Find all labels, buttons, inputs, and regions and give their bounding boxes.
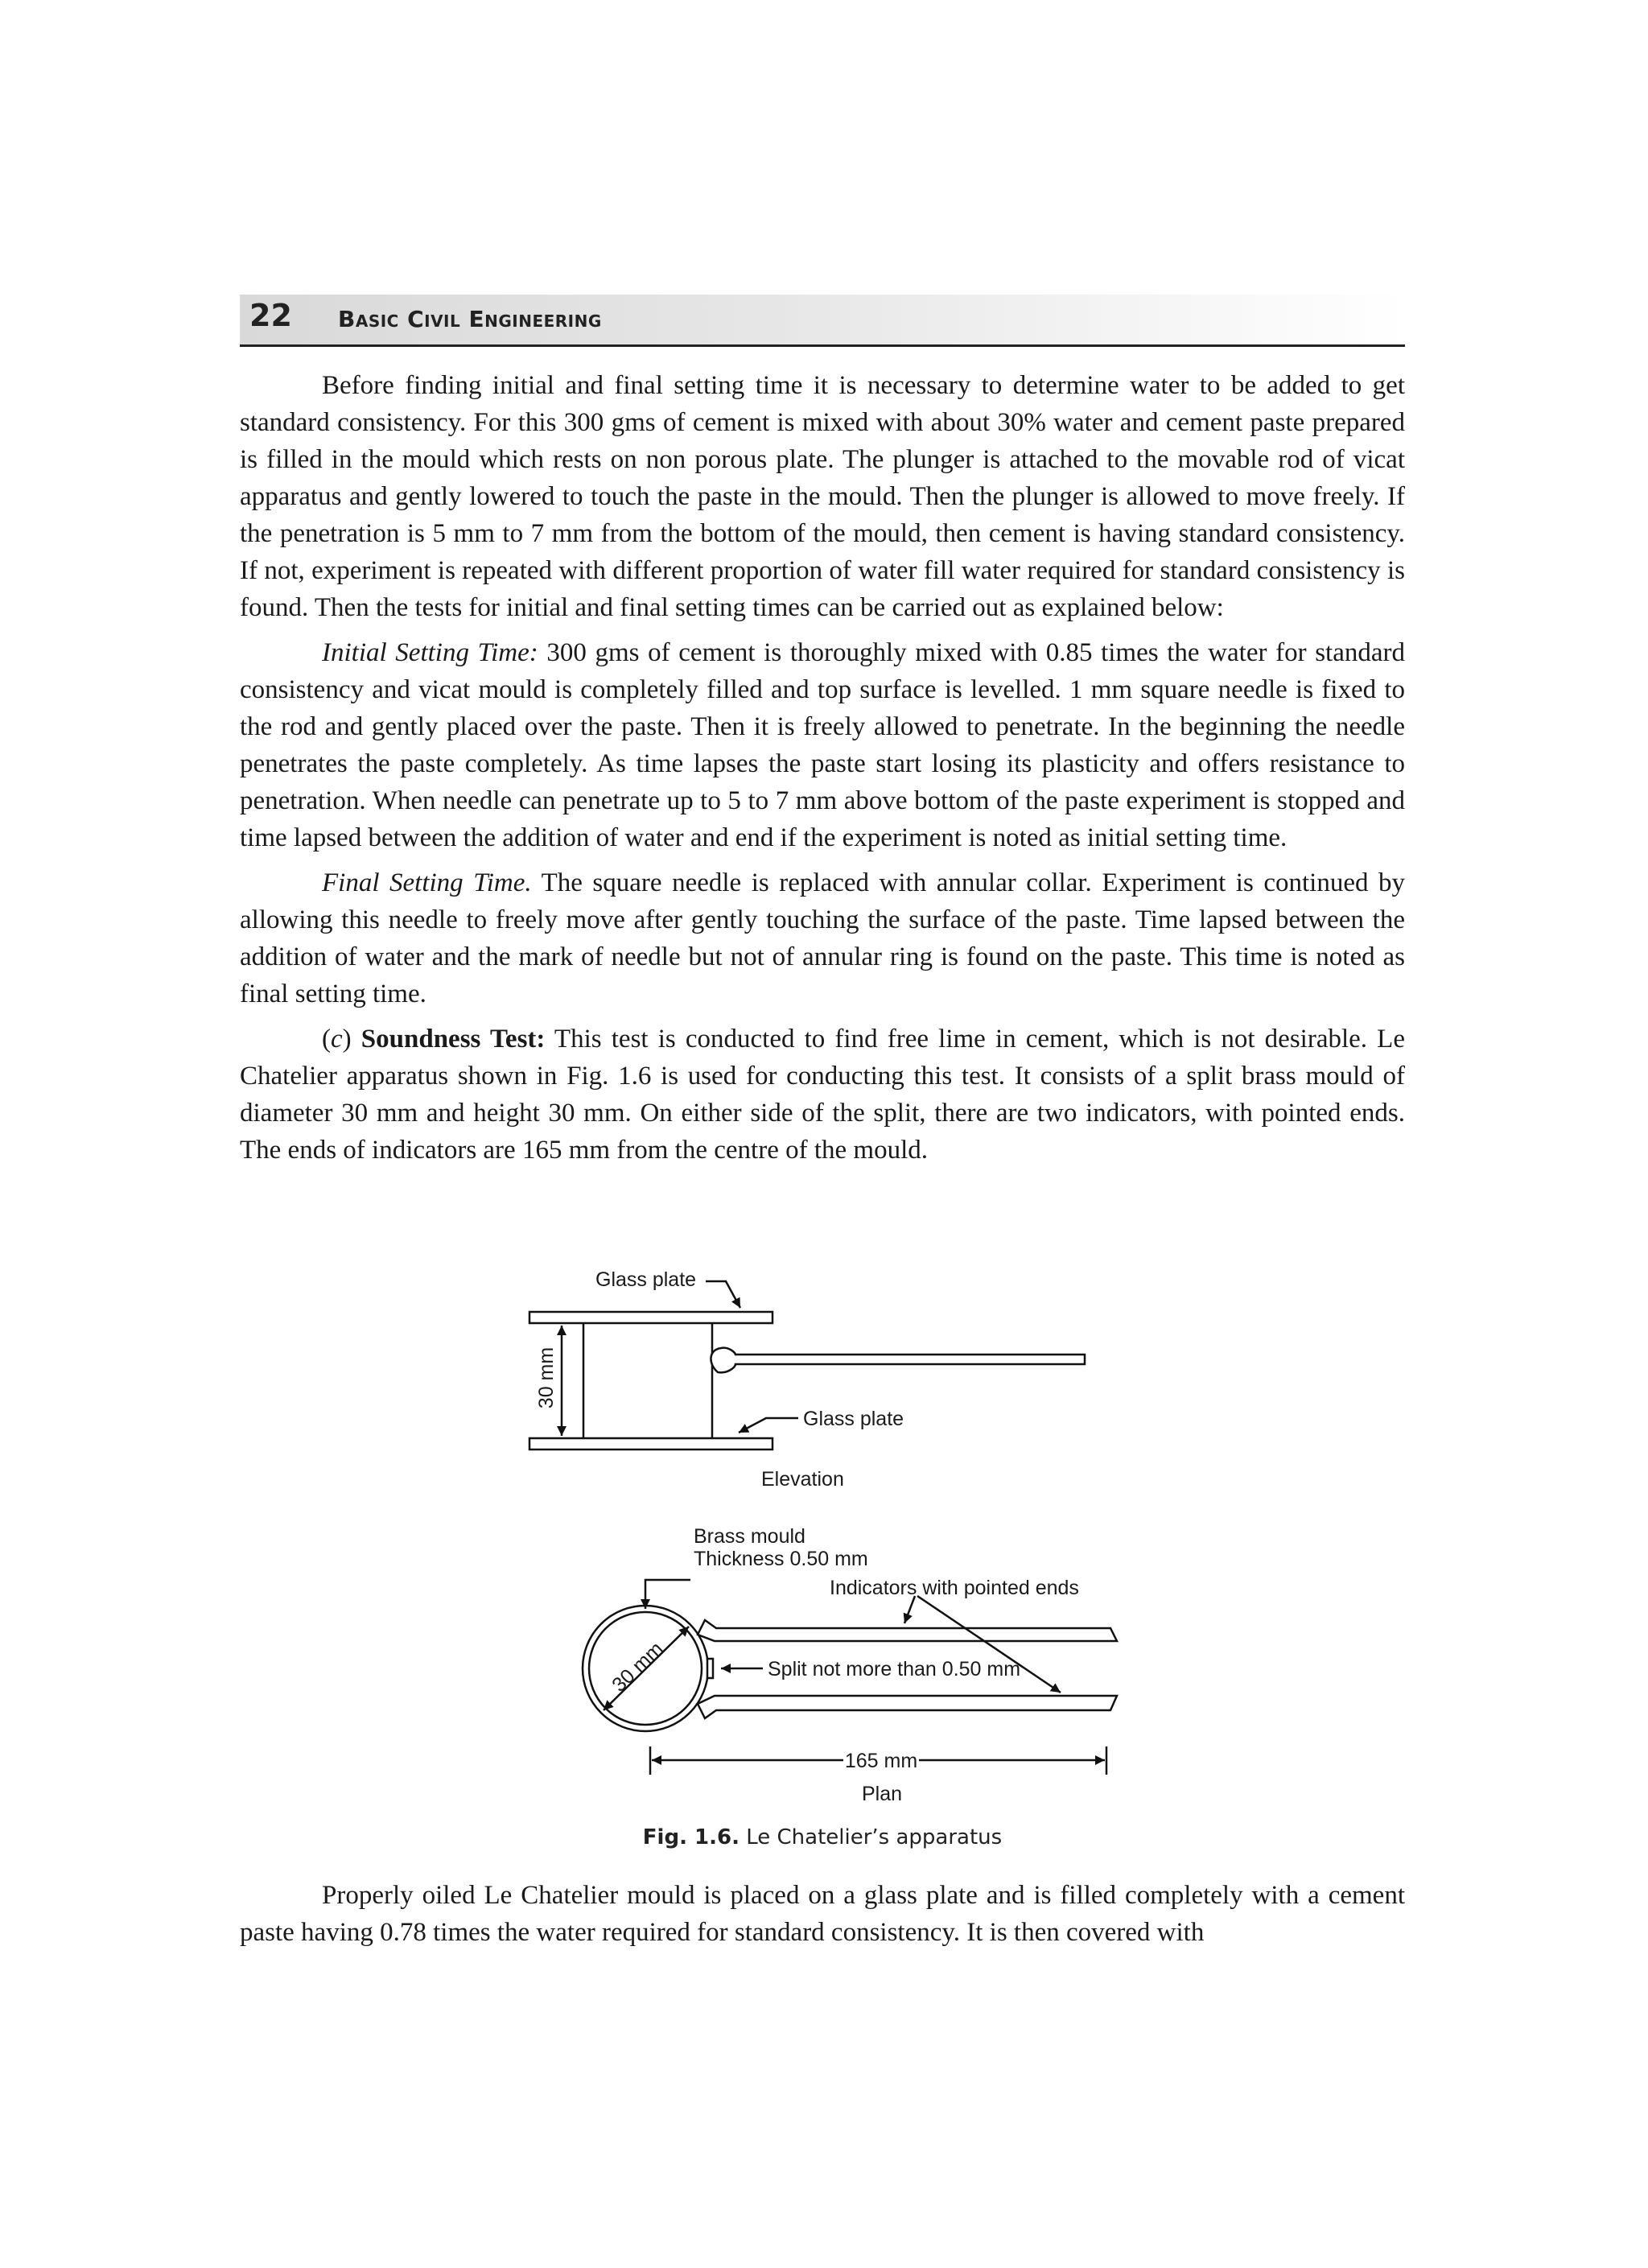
- paragraph-final-setting-time: [240, 864, 1405, 1012]
- height-dimension-label: 30 mm: [535, 1346, 558, 1409]
- soundness-test-body: This test is conducted to find free lime in cement, which is not desirable. Le Chatelier apparatus shown in Fig. 1.6 is used for conducting this test. It consists of a split brass mould of diameter 30 mm and height 30 mm. On either side of the split, there are two indicators, with pointed ends. The ends of indicators are 165 mm from the centre of the mould.: [240, 1025, 1405, 1165]
- brass-mould-leader: [645, 1580, 690, 1609]
- thickness-label: Thickness 0.50 mm: [694, 1548, 868, 1570]
- glass-plate-top-label: Glass plate: [595, 1268, 697, 1291]
- elevation-indicator: [711, 1348, 1085, 1373]
- figure-caption-number: Fig. 1.6.: [642, 1825, 740, 1849]
- list-marker-letter: c: [331, 1025, 343, 1054]
- le-chatelier-diagram: [515, 1260, 1127, 1815]
- top-plate-leader: [706, 1281, 740, 1308]
- indicators-leader-upper: [904, 1596, 915, 1623]
- paragraph-soundness-test: [240, 1021, 1405, 1169]
- brass-mould-label: Brass mould: [694, 1525, 805, 1548]
- book-title: Basic Civil Engineering: [338, 306, 602, 332]
- initial-setting-heading: Initial Setting Time:: [322, 638, 538, 667]
- page-number: 22: [249, 298, 292, 333]
- glass-plate-bottom-label: Glass plate: [803, 1408, 904, 1430]
- indicator-upper: [698, 1620, 1117, 1641]
- body-text: [240, 367, 1405, 1177]
- elevation-label: Elevation: [761, 1468, 844, 1491]
- initial-setting-body: 300 gms of cement is thoroughly mixed with 0.85 times the water for standard consistency and vicat mould is completely filled and top surface is levelled. 1 mm square needle is fixed to the rod and gently placed over the paste. Then it is freely allowed to penetrate. In the beginning the needle penetrates the paste completely. As time lapses the paste start losing its plasticity and offers resistance to penetration. When needle can penetrate up to 5 to 7 mm above bottom of the paste experiment is stopped and time lapsed between the addition of water and end if the experiment is noted as initial setting time.: [240, 638, 1405, 852]
- running-header: [240, 295, 1405, 347]
- paragraph-initial-setting-time: [240, 634, 1405, 856]
- indicators-label: Indicators with pointed ends: [830, 1577, 1079, 1599]
- diameter-dimension-label: 30 mm: [608, 1637, 668, 1697]
- indicator-lower: [698, 1696, 1117, 1718]
- final-setting-body: The square needle is replaced with annular collar. Experiment is continued by allowing this needle to freely move after gently touching the surface of the paste. Time lapsed between the addition of water and the mark of needle but not of annular ring is found on the paste. This time is noted as final setting time.: [240, 868, 1406, 1008]
- bottom-plate-leader: [739, 1418, 798, 1433]
- split-gap: [707, 1659, 713, 1678]
- length-dimension-label: 165 mm: [844, 1750, 918, 1772]
- paragraph-le-chatelier-procedure: Properly oiled Le Chatelier mould is placed on a glass plate and is filled completely with a cement paste having 0.78 times the water required for standard consistency. It is then covered with: [240, 1881, 1405, 1947]
- soundness-test-heading: Soundness Test:: [360, 1025, 546, 1054]
- bottom-glass-plate: [529, 1438, 772, 1449]
- list-marker-open: (: [322, 1025, 331, 1054]
- top-glass-plate: [529, 1312, 772, 1323]
- figure-caption: [240, 1825, 1405, 1849]
- body-text-continued: [240, 1877, 1405, 1951]
- split-label: Split not more than 0.50 mm: [768, 1658, 1021, 1680]
- paragraph-standard-consistency: Before finding initial and final setting time it is necessary to determine water to be added to get standard consistency. For this 300 gms of cement is mixed with about 30% water and cement paste prepared is filled in the mould which rests on non porous plate. The plunger is attached to the movable rod of vicat apparatus and gently lowered to touch the paste in the mould. Then the plunger is allowed to move freely. If the penetration is 5 mm to 7 mm from the bottom of the mould, then cement is having standard consistency. If not, experiment is repeated with different proportion of water fill water required for standard consistency is found. Then the tests for initial and final setting times can be carried out as explained below:: [240, 371, 1405, 622]
- figure-caption-text: Le Chatelier’s apparatus: [739, 1825, 1003, 1849]
- plan-label: Plan: [861, 1783, 903, 1805]
- final-setting-heading: Final Setting Time.: [322, 868, 532, 897]
- list-marker-close: ): [342, 1025, 361, 1054]
- le-chatelier-figure: [515, 1260, 1127, 1815]
